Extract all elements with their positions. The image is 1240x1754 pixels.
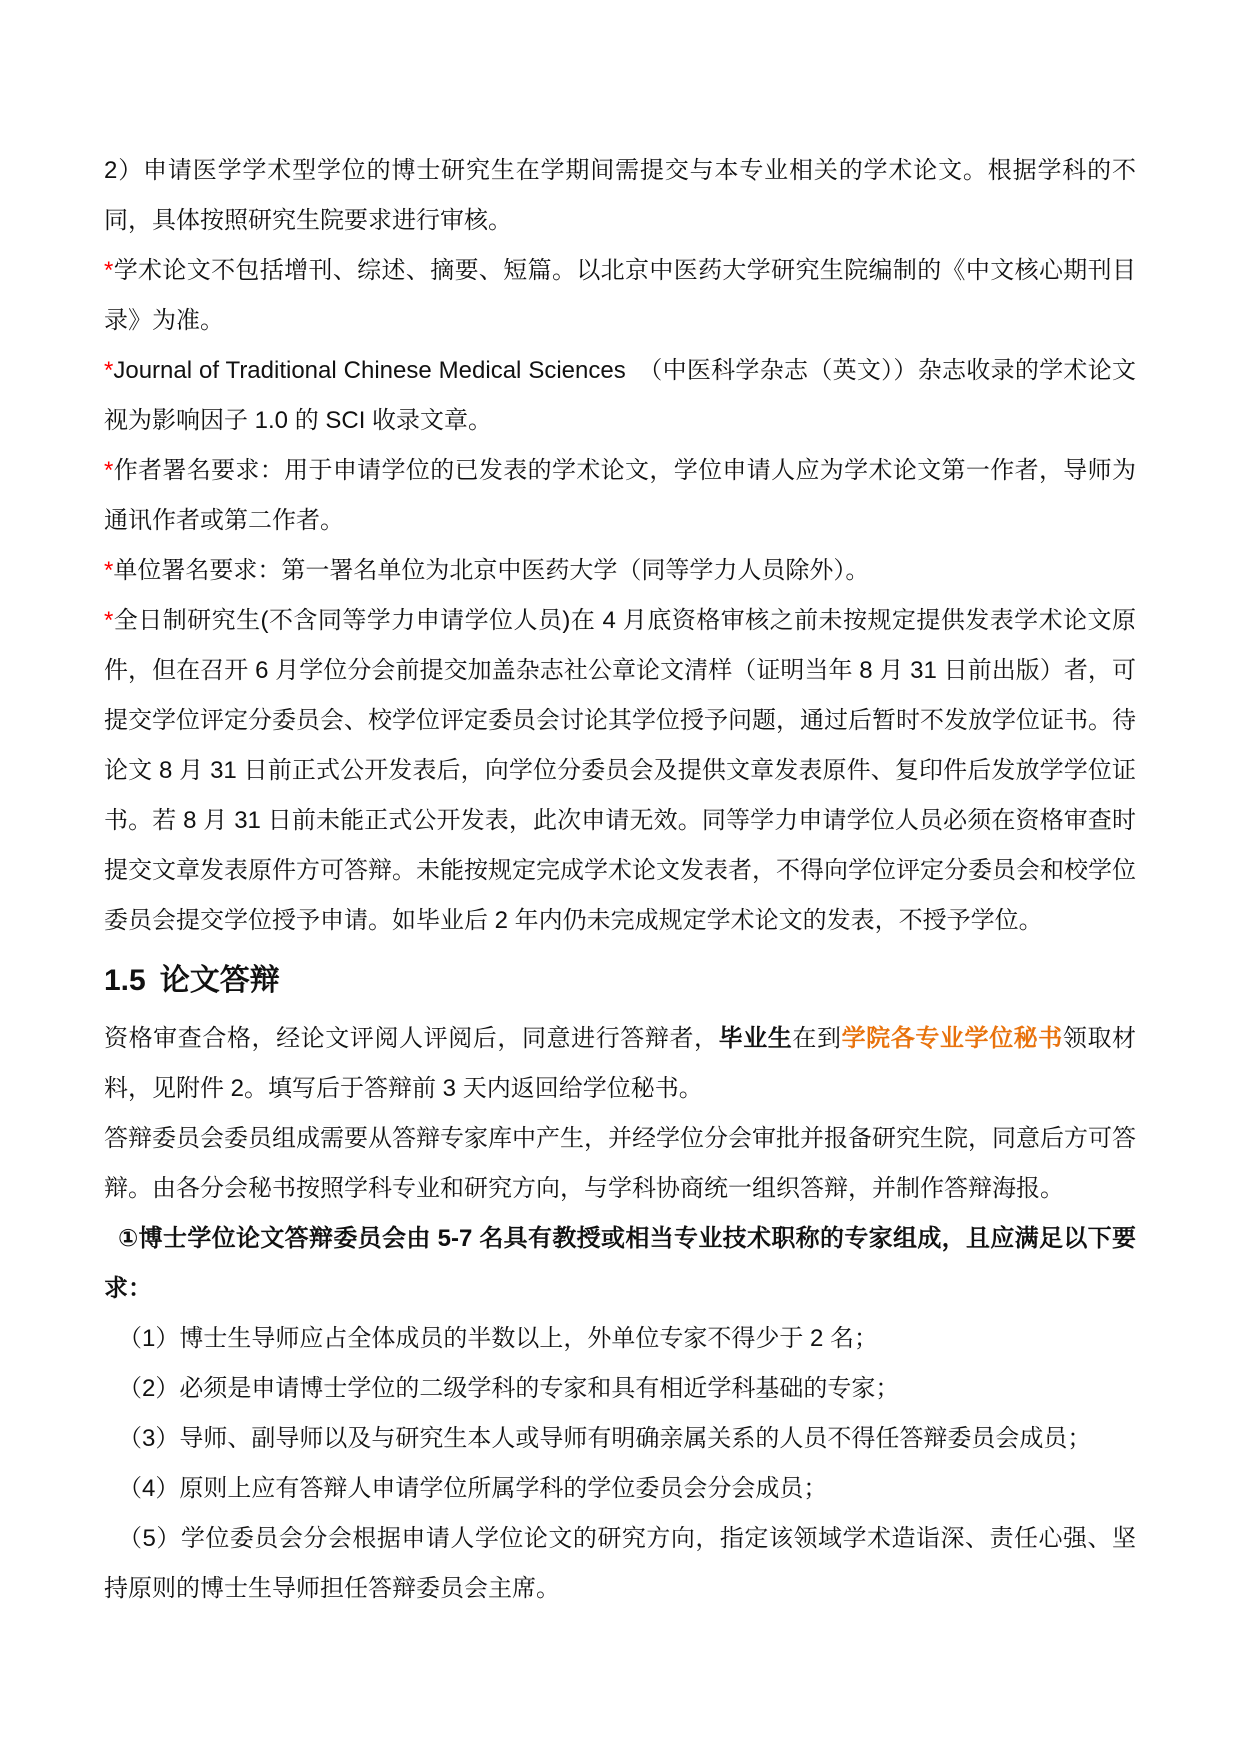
text-run: （1）博士生导师应占全体成员的半数以上，外单位专家不得少于 2 名； (118, 1325, 879, 1352)
paragraph (104, 546, 1136, 596)
section-heading (104, 950, 1136, 1012)
text-run: 领取材料，见附件 2。填写后于答辩前 3 天内返回给学位秘书。 (104, 1025, 1137, 1102)
text-run: Journal of Traditional Chinese Medical Sciences （中医科学杂志（英文））杂志收录的学术论文视为影响因子 1.0 的 SCI 收录文章。 (104, 357, 1136, 434)
list-item (104, 1414, 1136, 1464)
document-body (104, 146, 1136, 1614)
text-run: 单位署名要求：第一署名单位为北京中医药大学（同等学力人员除外）。 (113, 557, 870, 584)
paragraph (104, 1214, 1136, 1314)
paragraph (104, 446, 1136, 546)
red-asterisk: * (104, 257, 114, 284)
list-item (104, 1464, 1136, 1514)
paragraph (104, 1114, 1136, 1214)
paragraph (104, 146, 1136, 246)
paragraph (104, 246, 1136, 346)
text-run: 2）申请医学学术型学位的博士研究生在学期间需提交与本专业相关的学术论文。根据学科的不同，具体按照研究生院要求进行审核。 (104, 157, 1136, 234)
text-run: （4）原则上应有答辩人申请学位所属学科的学位委员会分会成员； (118, 1475, 828, 1502)
text-run: （5）学位委员会分会根据申请人学位论文的研究方向，指定该领域学术造诣深、责任心强、坚持原则的博士生导师担任答辩委员会主席。 (104, 1525, 1136, 1602)
heading-title: 论文答辩 (159, 964, 280, 997)
paragraph (104, 596, 1136, 946)
text-run: 答辩委员会委员组成需要从答辩专家库中产生，并经学位分会审批并报备研究生院，同意后方可答辩。由各分会秘书按照学科专业和研究方向，与学科协商统一组织答辩，并制作答辩海报。 (104, 1125, 1136, 1202)
text-run: 在到 (792, 1025, 842, 1052)
bold-text-run: 毕业生 (718, 1025, 793, 1052)
list-item (104, 1364, 1136, 1414)
red-asterisk: * (104, 557, 114, 584)
text-run: 资格审查合格，经论文评阅人评阅后，同意进行答辩者， (104, 1025, 719, 1052)
red-asterisk: * (104, 357, 114, 384)
text-run: （3）导师、副导师以及与研究生本人或导师有明确亲属关系的人员不得任答辩委员会成员； (118, 1425, 1092, 1452)
list-item (104, 1314, 1136, 1364)
red-asterisk: * (104, 457, 114, 484)
red-asterisk: * (104, 607, 114, 634)
text-run: 作者署名要求：用于申请学位的已发表的学术论文，学位申请人应为学术论文第一作者，导师为通讯作者或第二作者。 (104, 457, 1136, 534)
bold-text-run: ①博士学位论文答辩委员会由 5-7 名具有教授或相当专业技术职称的专家组成，且应满足以下要求： (104, 1225, 1136, 1302)
heading-number: 1.5 (104, 964, 146, 997)
paragraph (104, 346, 1136, 446)
list-item (104, 1514, 1136, 1614)
text-run: （2）必须是申请博士学位的二级学科的专家和具有相近学科基础的专家； (118, 1375, 900, 1402)
text-run: 学术论文不包括增刊、综述、摘要、短篇。以北京中医药大学研究生院编制的《中文核心期刊目录》为准。 (104, 257, 1136, 334)
highlighted-text: 学院各专业学位秘书 (841, 1025, 1063, 1052)
paragraph (104, 1014, 1136, 1114)
text-run: 全日制研究生(不含同等学力申请学位人员)在 4 月底资格审核之前未按规定提供发表学术论文原件，但在召开 6 月学位分会前提交加盖杂志社公章论文清样（证明当年 8 月 31 日前出版）者，可提交学位评定分委员会、校学位评定委员会讨论其学位授予问题，通过后暂时不发放学位证书。待论文 8 月 31 日前正式公开发表后，向学位分委员会及提供文章发表原件、复印件后发放学学位证书。若 8 月 31 日前未能正式公开发表，此次申请无效。同等学力申请学位人员必须在资格审查时提交文章发表原件方可答辩。未能按规定完成学术论文发表者，不得向学位评定分委员会和校学位委员会提交学位授予申请。如毕业后 2 年内仍未完成规定学术论文的发表，不授予学位。 (104, 607, 1136, 934)
